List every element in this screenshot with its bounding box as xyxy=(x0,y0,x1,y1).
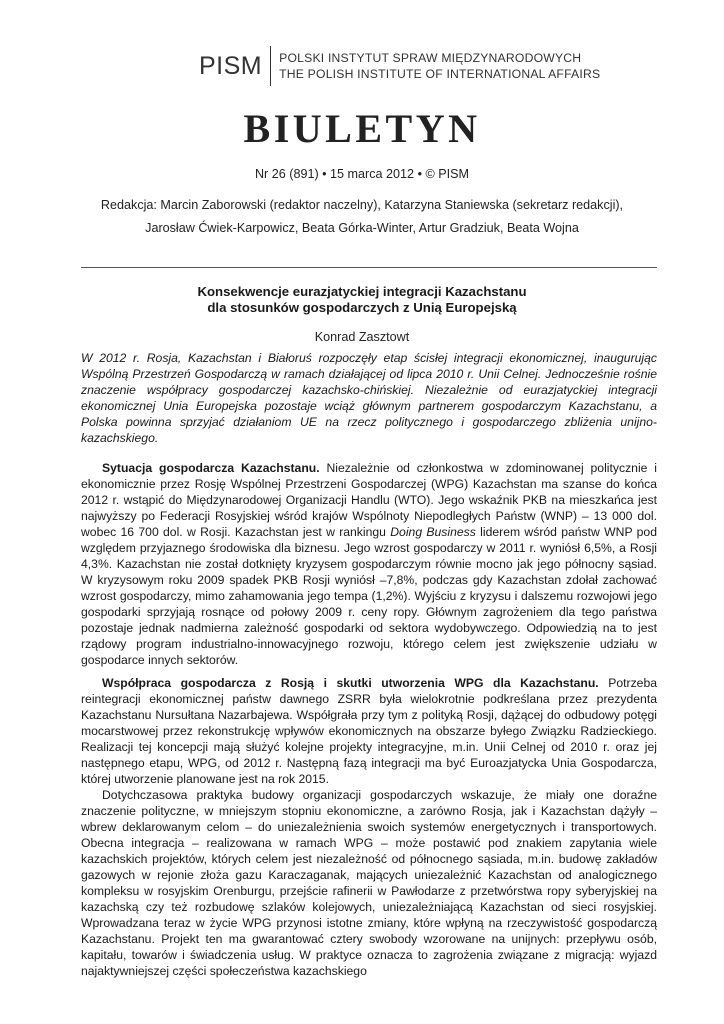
article-abstract xyxy=(81,350,657,446)
header-divider xyxy=(81,267,657,268)
pism-logo xyxy=(199,44,600,88)
section-lead-cooperation-russia: Współpraca gospodarcza z Rosją i skutki utworzenia WPG dla Kazachstanu. xyxy=(102,676,599,690)
paragraph-emphasis: Doing Business xyxy=(390,525,476,539)
article-title-line-1: Konsekwencje eurazjatyckiej integracji Kazachstanu xyxy=(197,284,527,299)
article-author: Konrad Zasztowt xyxy=(314,330,410,344)
editorial-line-2: Jarosław Ćwiek-Karpowicz, Beata Górka-Winter, Artur Gradziuk, Beata Wojna xyxy=(145,221,579,235)
logo-institute-names xyxy=(271,50,600,82)
paragraph-cooperation-russia xyxy=(81,675,657,787)
paragraph-text: liderem wśród państw WNP pod względem przyjaznego środowiska dla biznesu. Jego wzrost gospodarczy w 2011 r. wyniósł 6,5%, a Rosji 4,3%. Kazachstan nie został dotknięty kryzysem gospodarczym równie mocno jak jego północny sąsiad. W kryzysowym roku 2009 spadek PKB Rosji wyniósł –7,8%, podczas gdy Kazachstan zdołał zachować wzrost gospodarczy, mimo zahamowania jego tempa (1,2%). Wyjściu z kryzysu i dalszemu rozwojowi jego gospodarki sprzyjają rosnące od połowy 2009 r. ceny ropy. Głównym zagrożeniem dla tego państwa pozostaje jednak nadmierna zależność gospodarki od sektora wydobywczego. Odpowiedzią na to jest rządowy program industrialno-innowacyjnego rozwoju, którego celem jest zwiększenie udziału w gospodarce innych sektorów. xyxy=(81,525,657,667)
logo-name-polish: POLSKI INSTYTUT SPRAW MIĘDZYNARODOWYCH xyxy=(279,51,582,65)
logo-acronym: PISM xyxy=(199,51,263,80)
section-lead-economic-situation: Sytuacja gospodarcza Kazachstanu. xyxy=(102,461,320,475)
logo-name-english: THE POLISH INSTITUTE OF INTERNATIONAL AFFAIRS xyxy=(279,67,601,81)
paragraph-economic-situation xyxy=(81,460,657,668)
editorial-line-1: Redakcja: Marcin Zaborowski (redaktor naczelny), Katarzyna Staniewska (sekretarz redakcji), xyxy=(100,198,624,212)
article-title xyxy=(0,284,724,316)
article-title-line-2: dla stosunków gospodarczych z Unią Europejską xyxy=(207,300,517,315)
paragraph-text: Niezależnie od członkostwa w zdominowanej politycznie i ekonomicznie przez Rosję Wspólnej Przestrzeni Gospodarczej (WPG) Kazachstan ma szanse do końca 2012 r. wstąpić do Międzynarodowej Organizacji Handlu (WTO). Jego wskaźnik PKB na mieszkańca jest najwyższy po Federacji Rosyjskiej wśród krajów Wspólnoty Niepodległych Państw (WNP) – 13 000 dol. wobec 16 700 dol. w Rosji. Kazachstan jest w rankingu xyxy=(81,461,658,539)
abstract-text: W 2012 r. Rosja, Kazachstan i Białoruś rozpoczęły etap ścisłej integracji ekonomicznej, inaugurując Wspólną Przestrzeń Gospodarczą w ramach działającej od lipca 2010 r. Unii Celnej. Jednocześnie rośnie znaczenie współpracy gospodarczej kazachsko-chińskiej. Niezależnie od eurazjatyckiej integracji ekonomicznej Unia Europejska pozostaje wciąż głównym partnerem gospodarczym Kazachstanu, a Polska powinna sprzyjać działaniom UE na rzecz politycznego i gospodarczego zbliżenia unijno-kazachskiego. xyxy=(81,351,657,445)
publication-title: BIULETYN xyxy=(243,106,481,151)
paragraph-integration-practice: Dotychczasowa praktyka budowy organizacji gospodarczych wskazuje, że miały one doraźne znaczenie polityczne, w mniejszym stopniu ekonomiczne, a zarówno Rosja, jak i Kazachstan dążyły – wbrew deklarowanym celom – do uniezależnienia swoich systemów energetycznych i transportowych. Obecna integracja – realizowana w ramach WPG – może postawić pod znakiem zapytania wiele kazachskich projektów, których celem jest niezależność od północnego sąsiada, m.in. budowę zakładów gazowych w rejonie złoża gazu Karaczaganak, mających uniezależnić Kazachstan od analogicznego kompleksu w rosyjskim Orenburgu, przejście rafinerii w Pawłodarze z przetwórstwa ropy syberyjskiej na kazachską czy też rozbudowę szlaków kolejowych, uniezależniającą Kazachstan od sieci rosyjskiej. Wprowadzana teraz w życie WPG przynosi istotne zmiany, które wpłyną na rzeczywistość gospodarczą Kazachstanu. Projekt ten ma gwarantować cztery swobody wzorowane na unijnych: przepływu osób, kapitału, towarów i świadczenia usług. W praktyce oznacza to zagrożenia związane z migracją: wyjazd najaktywniejszej części społeczeństwa kazachskiego xyxy=(81,788,657,978)
paragraph-text: Potrzeba reintegracji ekonomicznej państw dawnego ZSRR była wielokrotnie podkreślana przez prezydenta Kazachstanu Nursułtana Nazarbajewa. Współgrała przy tym z polityką Rosji, dążącej do odbudowy potęgi mocarstwowej przez rekonstrukcję wpływów ekonomicznych na obszarze byłego Związku Radzieckiego. Realizacji tej koncepcji mają służyć kolejne projekty integracyjne, m.in. Unii Celnej od 2010 r. oraz jej następnego etapu, WPG, od 2012 r. Następną fazą integracji ma być Euroazjatycka Unia Gospodarcza, której utworzenie planowane jest na rok 2015. xyxy=(81,676,657,786)
article-body xyxy=(81,460,657,979)
issue-line: Nr 26 (891) • 15 marca 2012 • © PISM xyxy=(254,167,470,181)
